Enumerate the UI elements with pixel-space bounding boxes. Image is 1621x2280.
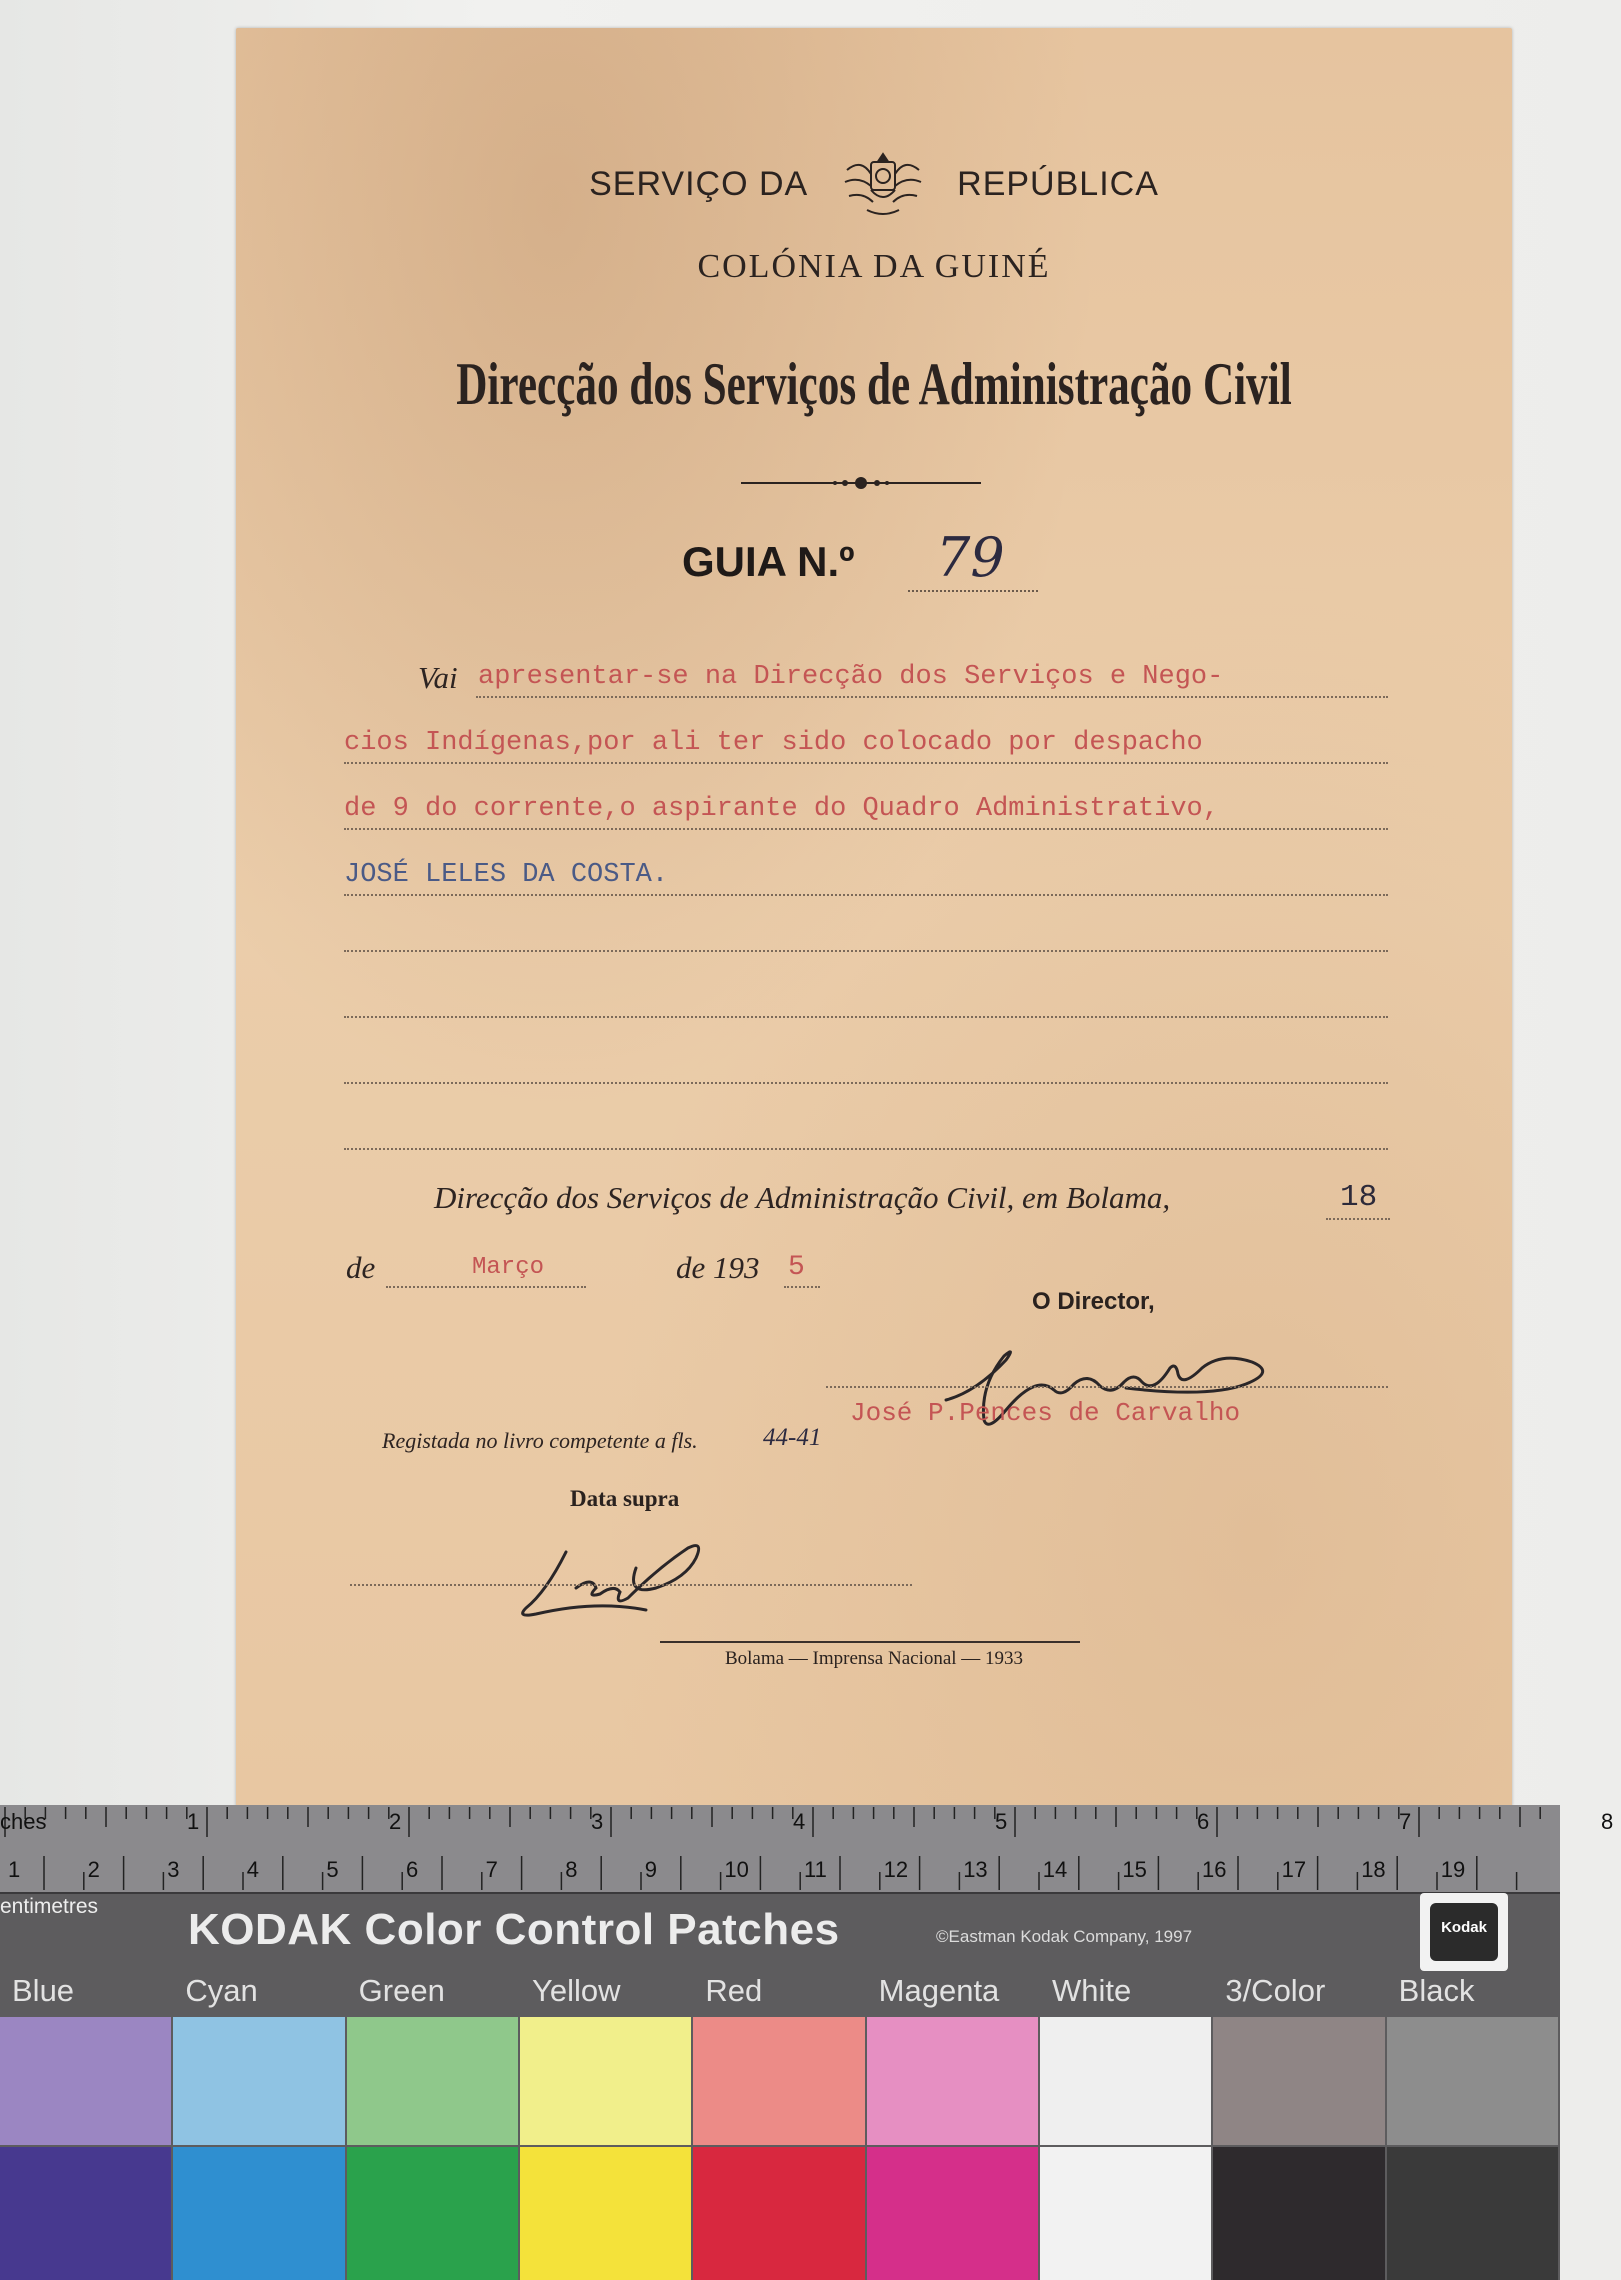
- cm-number: 2: [87, 1857, 100, 1882]
- header-service: [236, 148, 1512, 220]
- body-intro: Vai: [418, 660, 458, 695]
- inches-label: ches: [0, 1809, 47, 1834]
- cm-number: 14: [1042, 1857, 1068, 1882]
- ruler: [0, 1805, 1614, 1894]
- inch-number: 6: [1197, 1809, 1210, 1834]
- patch-name: Black: [1398, 1973, 1475, 2008]
- body-line-3: de 9 do corrente,o aspirante do Quadro Administrativo,: [344, 794, 1219, 824]
- registrar-dotted-line: [350, 1584, 912, 1586]
- patch-name: White: [1052, 1973, 1132, 2008]
- color-patch-top: [0, 2017, 171, 2145]
- header-left-text: SERVIÇO DA: [589, 164, 809, 203]
- colony-title: COLÓNIA DA GUINÉ: [697, 248, 1051, 285]
- date-year-digit: 5: [788, 1252, 805, 1283]
- month-dotted-line: [386, 1286, 586, 1288]
- cm-number: 5: [326, 1857, 339, 1882]
- inch-number: 1: [187, 1809, 200, 1834]
- color-patch-bottom: [1213, 2147, 1384, 2280]
- color-patch-bottom: [173, 2147, 344, 2280]
- cm-number: 19: [1440, 1857, 1466, 1882]
- dotted-line-4: [344, 894, 1388, 896]
- color-patch-bottom: [0, 2147, 171, 2280]
- signer-title: O Director,: [1032, 1288, 1155, 1315]
- registered-text: Registada no livro competente a fls.: [382, 1428, 698, 1453]
- document-page: [236, 28, 1512, 1808]
- color-patch-top: [1387, 2017, 1558, 2145]
- directorate-title: Direcção dos Serviços de Administração Civil: [456, 351, 1292, 417]
- inch-number: 8: [1601, 1809, 1614, 1834]
- body-line-1: apresentar-se na Direcção dos Serviços e Nego-: [478, 662, 1224, 692]
- guia-dotted-line: [908, 590, 1038, 592]
- printer-imprint: Bolama — Imprensa Nacional — 1933: [724, 1648, 1024, 1669]
- place-line: Direcção dos Serviços de Administração Civil, em Bolama,: [434, 1180, 1171, 1215]
- date-month: Março: [472, 1254, 545, 1281]
- inch-number: 5: [995, 1809, 1008, 1834]
- registered-pages: 44-41: [763, 1424, 822, 1451]
- inch-number: 2: [389, 1809, 402, 1834]
- cm-number: 18: [1361, 1857, 1386, 1882]
- patch-name: Cyan: [185, 1973, 258, 2008]
- color-patch-top: [1040, 2017, 1211, 2145]
- color-patch-top: [347, 2017, 518, 2145]
- color-patch-bottom: [347, 2147, 518, 2280]
- cm-number: 11: [804, 1857, 827, 1882]
- registrar-signature: [516, 1518, 776, 1638]
- inch-number: 4: [793, 1809, 806, 1834]
- date-day: 18: [1340, 1180, 1378, 1215]
- guia-label: GUIA N.º: [682, 538, 855, 585]
- color-patch-bottom: [867, 2147, 1038, 2280]
- guia-number: 79: [936, 526, 1005, 589]
- kodak-copyright: ©Eastman Kodak Company, 1997: [936, 1927, 1193, 1946]
- patch-name: Magenta: [878, 1973, 1000, 2008]
- color-patch-top: [867, 2017, 1038, 2145]
- dotted-line-8: [344, 1148, 1388, 1150]
- signer-name: José P.Pences de Carvalho: [850, 1398, 1241, 1428]
- cm-number: 13: [963, 1857, 988, 1882]
- cm-number: 12: [883, 1857, 909, 1882]
- data-supra-label: Data supra: [570, 1486, 680, 1511]
- year-dotted-line: [784, 1286, 820, 1288]
- color-patch-top: [693, 2017, 864, 2145]
- color-patch-bottom: [520, 2147, 691, 2280]
- inch-number: 3: [591, 1809, 604, 1834]
- color-patch-top: [520, 2017, 691, 2145]
- signature-dotted-line: [826, 1386, 1388, 1388]
- dotted-line-3: [344, 828, 1388, 830]
- patch-name: Red: [705, 1973, 763, 2008]
- centimetres-label: entimetres: [0, 1895, 99, 1918]
- body-line-2: cios Indígenas,por ali ter sido colocado por despacho: [344, 728, 1203, 758]
- color-patch-bottom: [693, 2147, 864, 2280]
- color-patch-bottom: [1040, 2147, 1211, 2280]
- ruler-ticks: [0, 1805, 1560, 1892]
- patch-name: Blue: [12, 1973, 75, 2008]
- header-right-text: REPÚBLICA: [957, 164, 1159, 203]
- cm-number: 16: [1202, 1857, 1227, 1882]
- cm-number: 17: [1281, 1857, 1307, 1882]
- kodak-logo-text: Kodak: [1441, 1919, 1487, 1936]
- cm-number: 6: [406, 1857, 419, 1882]
- inch-number: 7: [1399, 1809, 1412, 1834]
- patch-name: Yellow: [532, 1973, 621, 2008]
- ornament-divider: [741, 475, 981, 491]
- dotted-line-5: [344, 950, 1388, 952]
- cm-number: 7: [485, 1857, 498, 1882]
- cm-number: 9: [644, 1857, 658, 1882]
- patch-names: [0, 1973, 1560, 2013]
- patch-name: 3/Color: [1225, 1973, 1326, 2008]
- body-line-4: JOSÉ LELES DA COSTA.: [344, 860, 669, 890]
- dotted-line-6: [344, 1016, 1388, 1018]
- color-patch-top: [173, 2017, 344, 2145]
- dotted-line-1: [476, 696, 1388, 698]
- day-dotted-line: [1326, 1218, 1390, 1220]
- dotted-line-2: [344, 762, 1388, 764]
- cm-number: 3: [167, 1857, 180, 1882]
- cm-number: 4: [246, 1857, 260, 1882]
- coat-of-arms-icon: [837, 148, 929, 220]
- kodak-brand-title: KODAK Color Control Patches: [188, 1905, 840, 1954]
- cm-number: 8: [565, 1857, 578, 1882]
- dotted-line-7: [344, 1082, 1388, 1084]
- kodak-logo-icon: [1420, 1893, 1508, 1971]
- cm-number: 10: [724, 1857, 749, 1882]
- date-de-1: de: [346, 1250, 376, 1285]
- color-patch-bottom: [1387, 2147, 1558, 2280]
- printer-rule: [660, 1641, 1080, 1643]
- kodak-color-strip: [0, 1805, 1614, 2280]
- color-patch-top: [1213, 2017, 1384, 2145]
- date-de-2: de 193: [676, 1250, 760, 1285]
- cm-number: 1: [8, 1857, 21, 1882]
- patch-name: Green: [358, 1973, 445, 2008]
- cm-number: 15: [1122, 1857, 1147, 1882]
